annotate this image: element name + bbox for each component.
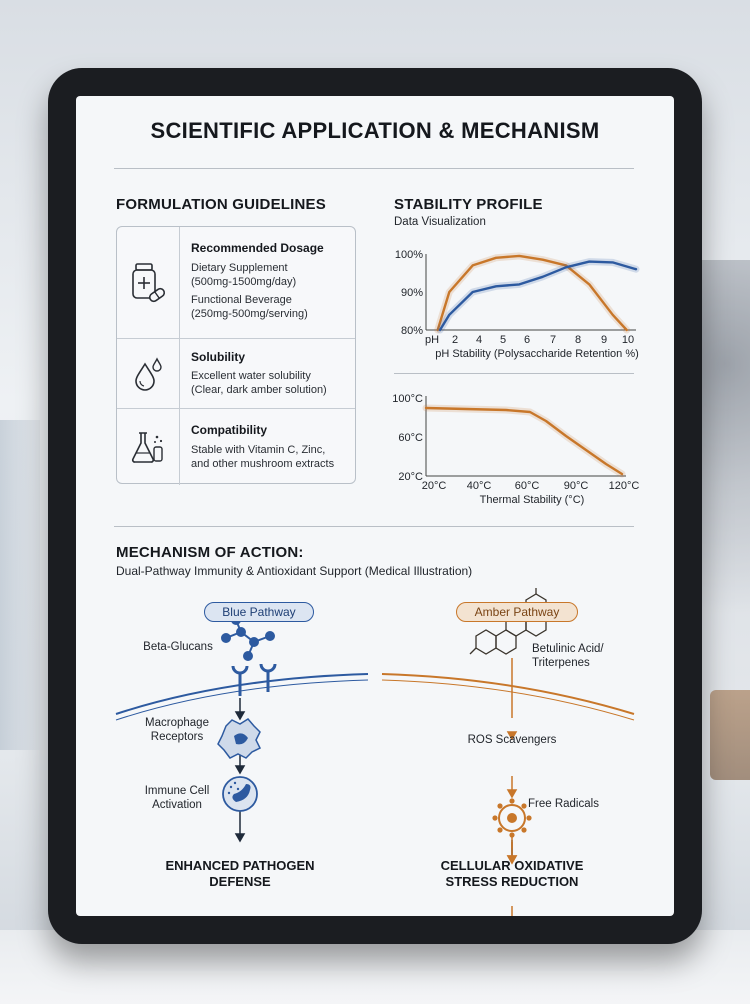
x-tick-label: 6 xyxy=(523,334,531,346)
amber-pathway-badge: Amber Pathway xyxy=(456,602,578,622)
tablet-screen xyxy=(76,96,674,916)
thermal-stability-chart xyxy=(384,386,644,516)
ph-stability-chart xyxy=(384,240,644,368)
x-tick-label: 40°C xyxy=(466,480,492,492)
free-radical-icon xyxy=(492,798,531,837)
solubility-line-1: Excellent water solubility xyxy=(191,370,311,382)
mechanism-subheading: Dual-Pathway Immunity & Antioxidant Support (Medical Illustration) xyxy=(116,564,473,578)
dosage-line-3: Functional Beverage xyxy=(191,294,292,306)
y-tick-label: 100% xyxy=(394,249,423,261)
solubility-title: Solubility xyxy=(191,350,245,364)
x-axis-label: Thermal Stability (°C) xyxy=(479,494,585,506)
series-0-glow xyxy=(438,256,627,330)
mechanism-divider xyxy=(114,526,634,527)
stability-heading: STABILITY PROFILE xyxy=(394,196,543,213)
flask-icon xyxy=(117,409,179,485)
macrophage-receptors-label: Macrophage Receptors xyxy=(145,717,209,743)
immune-cell-activation-label: Immune Cell Activation xyxy=(144,785,210,811)
x-tick-label: 10 xyxy=(621,334,635,346)
amber-cell-membrane xyxy=(382,674,634,714)
dosage-line-1: Dietary Supplement xyxy=(191,262,288,274)
dosage-line-2: (500mg-1500mg/day) xyxy=(191,276,297,288)
formulation-row-compatibility xyxy=(117,409,355,485)
mechanism-heading: MECHANISM OF ACTION: xyxy=(116,544,304,561)
y-tick-label: 20°C xyxy=(398,471,423,483)
y-tick-label: 100°C xyxy=(392,393,423,405)
compatibility-line-1: Stable with Vitamin C, Zinc, xyxy=(191,444,326,456)
title-divider xyxy=(114,168,634,169)
water-drops-icon xyxy=(117,339,179,409)
receptor-icon xyxy=(233,664,275,696)
y-tick-label: 80% xyxy=(400,325,423,337)
y-tick-label: 60°C xyxy=(398,432,423,444)
x-tick-label: 8 xyxy=(574,334,582,346)
x-tick-label: 120°C xyxy=(608,480,640,492)
blue-pathway-badge: Blue Pathway xyxy=(204,602,314,622)
x-tick-label: 20°C xyxy=(421,480,447,492)
blue-outcome: ENHANCED PATHOGEN DEFENSE xyxy=(165,858,315,889)
ros-scavengers-label: ROS Scavengers xyxy=(467,734,557,746)
beta-glucans-label: Beta-Glucans xyxy=(143,641,213,653)
compatibility-line-2: and other mushroom extracts xyxy=(191,458,335,470)
x-axis-label: pH Stability (Polysaccharide Retention %) xyxy=(435,348,639,360)
immune-cell-icon xyxy=(223,777,257,811)
dosage-title: Recommended Dosage xyxy=(191,241,324,255)
beta-glucan-molecule-icon xyxy=(222,616,274,660)
x-tick-label: 4 xyxy=(475,334,483,346)
formulation-row-dosage xyxy=(117,227,355,339)
amber-outcome: CELLULAR OXIDATIVE STRESS REDUCTION xyxy=(440,858,584,889)
compatibility-title: Compatibility xyxy=(191,423,268,437)
formulation-heading: FORMULATION GUIDELINES xyxy=(116,196,326,213)
dosage-line-4: (250mg-500mg/serving) xyxy=(191,308,308,320)
series-0-line xyxy=(426,408,622,474)
formulation-row-solubility xyxy=(117,339,355,409)
x-tick-label: 9 xyxy=(600,334,608,346)
x-tick-label: 90°C xyxy=(563,480,589,492)
tablet-device xyxy=(48,68,702,944)
solubility-line-2: (Clear, dark amber solution) xyxy=(191,384,327,396)
macrophage-icon xyxy=(218,719,260,758)
x-tick-label: pH xyxy=(424,334,440,346)
blue-cell-membrane xyxy=(116,674,368,714)
formulation-box xyxy=(116,226,356,484)
x-tick-label: 2 xyxy=(451,334,459,346)
betulinic-acid-label: Betulinic Acid/ Triterpenes xyxy=(532,643,604,669)
background-bottle xyxy=(710,690,750,780)
supplement-bottle-icon xyxy=(117,227,179,339)
x-tick-label: 5 xyxy=(499,334,507,346)
stability-subheading: Data Visualization xyxy=(394,216,486,228)
free-radicals-label: Free Radicals xyxy=(528,798,599,810)
x-tick-label: 7 xyxy=(549,334,557,346)
x-tick-label: 60°C xyxy=(514,480,540,492)
background-lab-left xyxy=(0,420,40,750)
page-title: SCIENTIFIC APPLICATION & MECHANISM xyxy=(150,118,600,143)
series-0-glow xyxy=(426,408,622,474)
y-tick-label: 90% xyxy=(400,287,423,299)
chart-divider xyxy=(394,373,634,374)
